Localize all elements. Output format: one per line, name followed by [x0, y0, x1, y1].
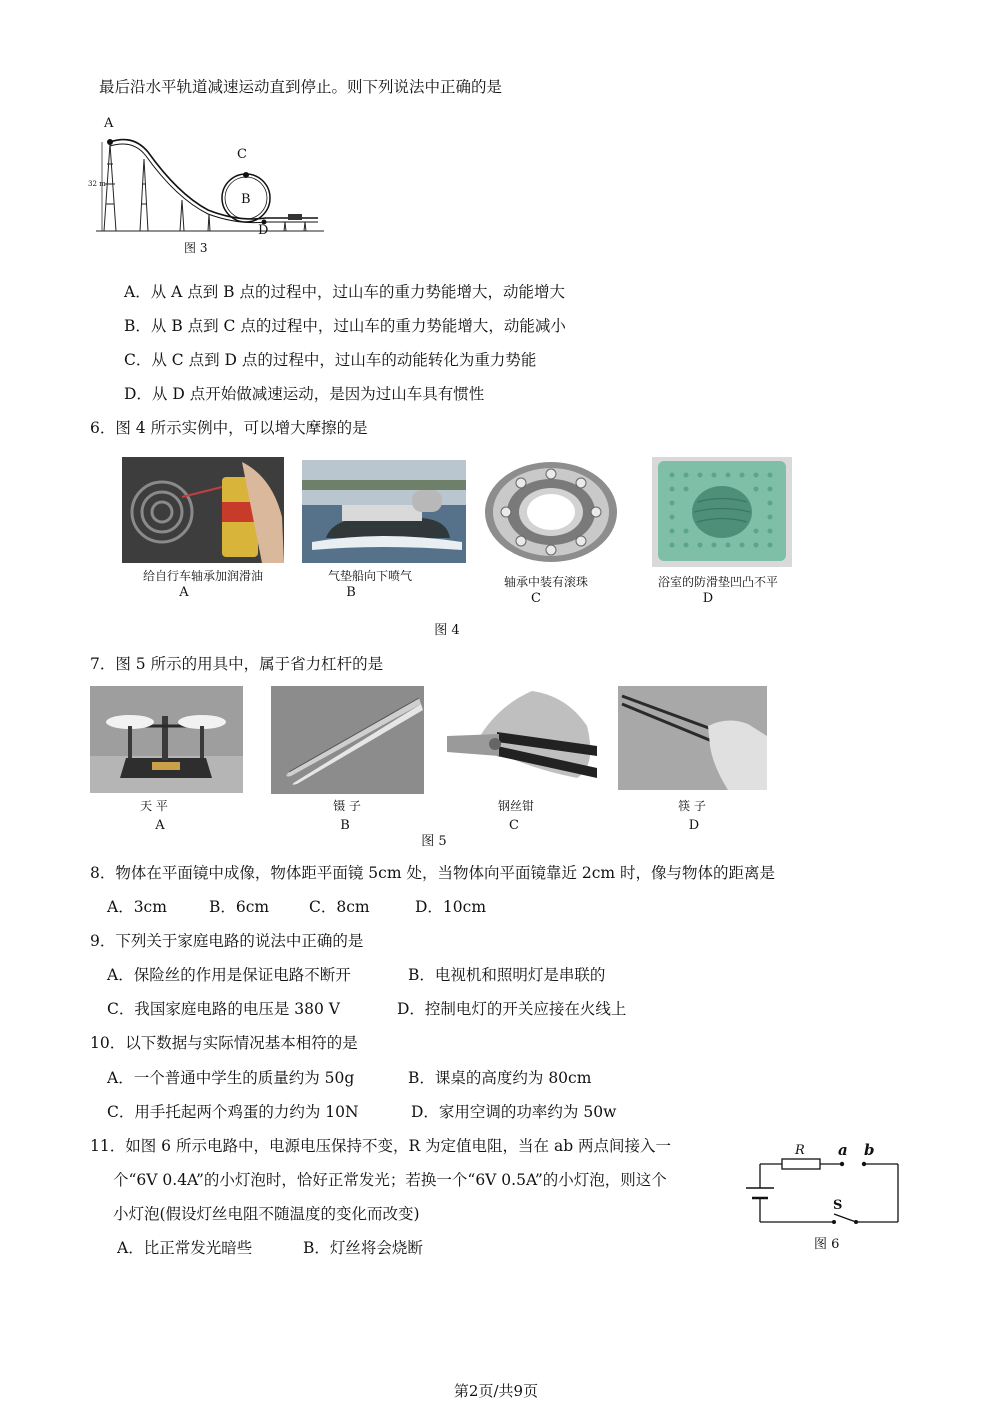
figure-4-caption: 图 4: [434, 623, 460, 638]
photo-balance-scale: [90, 686, 243, 793]
question-11-line-2: 个“6V 0.4A”的小灯泡时，恰好正常发光；若换一个“6V 0.5A”的小灯泡，则这个: [113, 1171, 667, 1189]
question-7-stem: 7．图 5 所示的用具中，属于省力杠杆的是: [90, 655, 384, 673]
q6-caption-c: 轴承中装有滚珠: [503, 575, 588, 589]
question-11-line-3: 小灯泡(假设灯丝电阻不随温度的变化而改变): [113, 1205, 420, 1223]
photo-pliers: [437, 686, 601, 788]
q6-letter-b: B: [346, 585, 356, 600]
q8-option-b: B．6cm: [209, 898, 270, 916]
question-5-stem-end: 最后沿水平轨道减速运动直到停止。则下列说法中正确的是: [99, 78, 503, 96]
q6-letter-d: D: [702, 591, 714, 606]
figure-5-caption: 图 5: [421, 834, 447, 849]
height-label: 32 m: [88, 180, 106, 188]
q7-letter-a: A: [155, 818, 165, 833]
point-a-label: A: [104, 116, 114, 131]
figure-3-roller-coaster: [88, 114, 328, 260]
q7-caption-b: 镊 子: [333, 799, 361, 813]
q7-letter-d: D: [688, 818, 700, 833]
photo-anti-slip-mat: [652, 457, 792, 567]
photo-hovercraft: [302, 460, 466, 563]
q9-option-d: D．控制电灯的开关应接在火线上: [397, 1000, 627, 1018]
q5-option-a: A．从 A 点到 B 点的过程中，过山车的重力势能增大，动能增大: [124, 283, 565, 301]
point-c-label: C: [237, 147, 247, 162]
photo-ball-bearing: [476, 457, 626, 567]
q7-caption-d: 筷 子: [678, 799, 706, 813]
question-6-stem: 6．图 4 所示实例中，可以增大摩擦的是: [90, 419, 368, 437]
q10-option-b: B．课桌的高度约为 80cm: [408, 1069, 592, 1087]
figure-6-circuit: [738, 1138, 904, 1250]
q10-option-d: D．家用空调的功率约为 50w: [411, 1103, 617, 1121]
q8-option-c: C．8cm: [309, 898, 370, 916]
photo-tweezers: [271, 686, 424, 794]
point-b-label: B: [241, 192, 251, 207]
switch-label: S: [833, 1198, 843, 1213]
point-a-label-circuit: a: [838, 1141, 848, 1159]
question-10-stem: 10．以下数据与实际情况基本相符的是: [90, 1034, 358, 1052]
q5-option-b: B．从 B 点到 C 点的过程中，过山车的重力势能增大，动能减小: [124, 317, 566, 335]
q8-option-d: D．10cm: [415, 898, 487, 916]
q10-option-a: A．一个普通中学生的质量约为 50g: [107, 1069, 355, 1087]
resistor-label: R: [795, 1143, 805, 1158]
figure-3-caption: 图 3: [184, 241, 208, 255]
q6-caption-b: 气垫船向下喷气: [327, 569, 412, 583]
q11-option-b: B．灯丝将会烧断: [303, 1239, 423, 1257]
q7-letter-b: B: [340, 818, 350, 833]
figure-6-caption: 图 6: [814, 1237, 840, 1252]
q5-option-d: D．从 D 点开始做减速运动，是因为过山车具有惯性: [124, 385, 485, 403]
q7-letter-c: C: [509, 818, 519, 833]
q10-option-c: C．用手托起两个鸡蛋的力约为 10N: [107, 1103, 359, 1121]
q7-caption-c: 钢丝钳: [497, 799, 534, 813]
question-9-stem: 9．下列关于家庭电路的说法中正确的是: [90, 932, 364, 950]
q6-caption-a: 给自行车轴承加润滑油: [142, 569, 263, 583]
q7-caption-a: 天 平: [140, 799, 168, 813]
point-b-label-circuit: b: [864, 1141, 875, 1159]
point-d-label: D: [258, 223, 269, 238]
photo-bicycle-lubricant: [122, 457, 284, 563]
q6-letter-a: A: [179, 585, 189, 600]
page-number: 第2页/共9页: [453, 1382, 539, 1400]
question-11-line-1: 11．如图 6 所示电路中，电源电压保持不变，R 为定值电阻，当在 ab 两点间接入一: [90, 1137, 672, 1155]
q5-option-c: C．从 C 点到 D 点的过程中，过山车的动能转化为重力势能: [124, 351, 537, 369]
q6-letter-c: C: [531, 591, 541, 606]
q9-option-c: C．我国家庭电路的电压是 380 V: [107, 1000, 340, 1018]
q6-caption-d: 浴室的防滑垫凹凸不平: [657, 575, 778, 589]
q8-option-a: A．3cm: [107, 898, 167, 916]
q11-option-a: A．比正常发光暗些: [117, 1239, 253, 1257]
q9-option-b: B．电视机和照明灯是串联的: [408, 966, 606, 984]
photo-chopsticks: [618, 686, 767, 790]
question-8-stem: 8．物体在平面镜中成像，物体距平面镜 5cm 处，当物体向平面镜靠近 2cm 时，像与物体的距离是: [90, 864, 776, 882]
q9-option-a: A．保险丝的作用是保证电路不断开: [107, 966, 351, 984]
